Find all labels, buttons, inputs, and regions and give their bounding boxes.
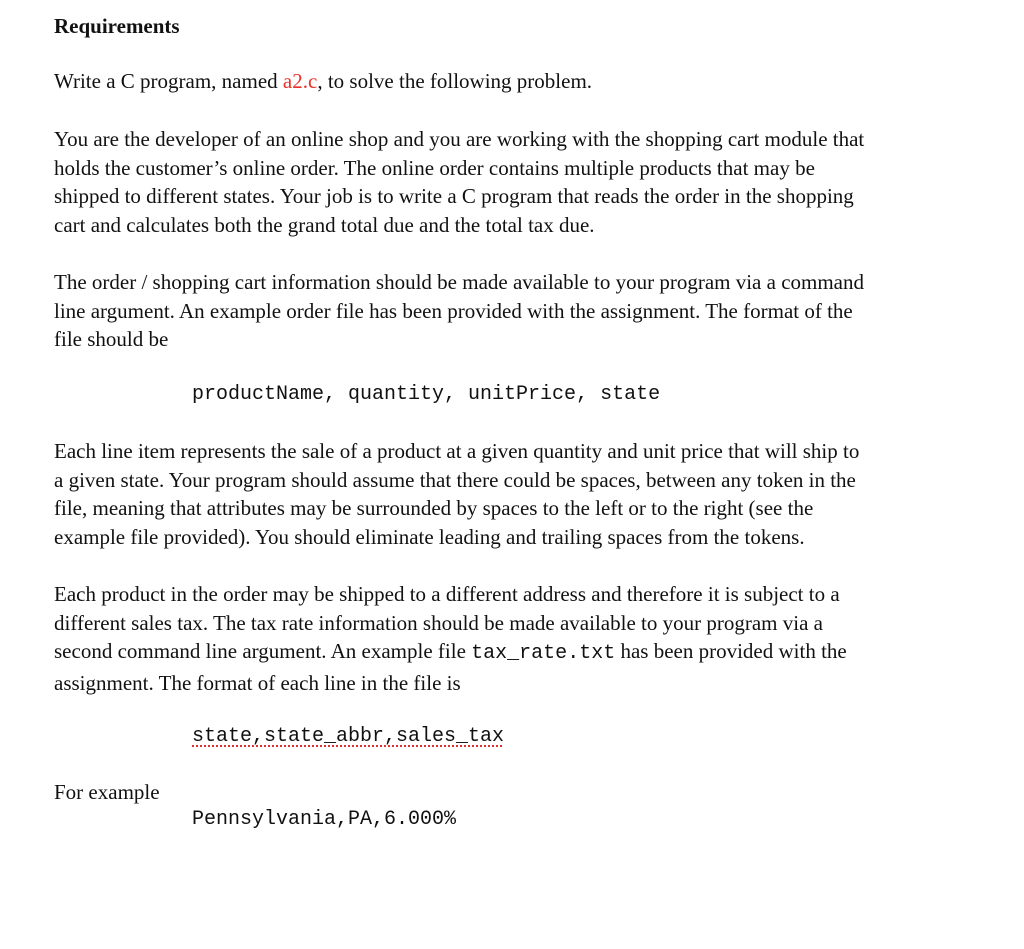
paragraph-line: You are the developer of an online shop and you are working with the shopping cart module that: [54, 127, 865, 151]
paragraph-line: file, meaning that attributes may be surrounded by spaces to the left or to the right (see the: [54, 496, 814, 521]
paragraph-line: file should be: [54, 327, 169, 352]
paragraph-text: has been provided with the: [615, 639, 847, 664]
paragraph-line: holds the customer’s online order. The online order contains multiple products that may be: [54, 155, 815, 180]
paragraph-line: assignment. The format of each line in the file is: [54, 670, 461, 695]
paragraph-line: line argument. An example order file has been provided with the assignment. The format of the: [54, 298, 853, 323]
intro-text-before: Write a C program, named: [54, 69, 283, 93]
program-filename: a2.c: [282, 69, 318, 93]
paragraph-text: second command line argument. An example file: [54, 639, 472, 664]
intro-text-after: , to solve the following problem.: [317, 69, 593, 93]
paragraph-line: a given state. Your program should assume that there could be spaces, between any token in the: [54, 467, 856, 492]
for-example-label: For example: [54, 780, 160, 804]
tax-rate-paragraph: [54, 580, 954, 697]
paragraph-line: Each line item represents the sale of a product at a given quantity and unit price that will ship to: [54, 439, 860, 463]
line-item-paragraph: [54, 437, 954, 551]
problem-description-paragraph: [54, 125, 954, 239]
paragraph-line: Each product in the order may be shipped to a different address and therefore it is subject to a: [54, 582, 840, 606]
paragraph-line: cart and calculates both the grand total due and the total tax due.: [54, 212, 595, 237]
paragraph-line: shipped to different states. Your job is to write a C program that reads the order in the shopping: [54, 184, 854, 209]
requirements-heading: Requirements: [54, 14, 180, 38]
order-format-code: productName, quantity, unitPrice, state: [192, 383, 661, 406]
paragraph-line: different sales tax. The tax rate information should be made available to your program via a: [54, 610, 823, 635]
tax-rate-filename: tax_rate.txt: [471, 642, 616, 666]
paragraph-line: The order / shopping cart information should be made available to your program via a command: [54, 270, 865, 294]
paragraph-line: example file provided). You should eliminate leading and trailing spaces from the tokens.: [54, 524, 805, 549]
order-file-paragraph: [54, 268, 954, 354]
tax-rate-example-code: Pennsylvania,PA,6.000%: [192, 808, 457, 831]
tax-rate-format-code: state,state_abbr,sales_tax: [192, 725, 505, 748]
intro-paragraph: [54, 67, 954, 96]
